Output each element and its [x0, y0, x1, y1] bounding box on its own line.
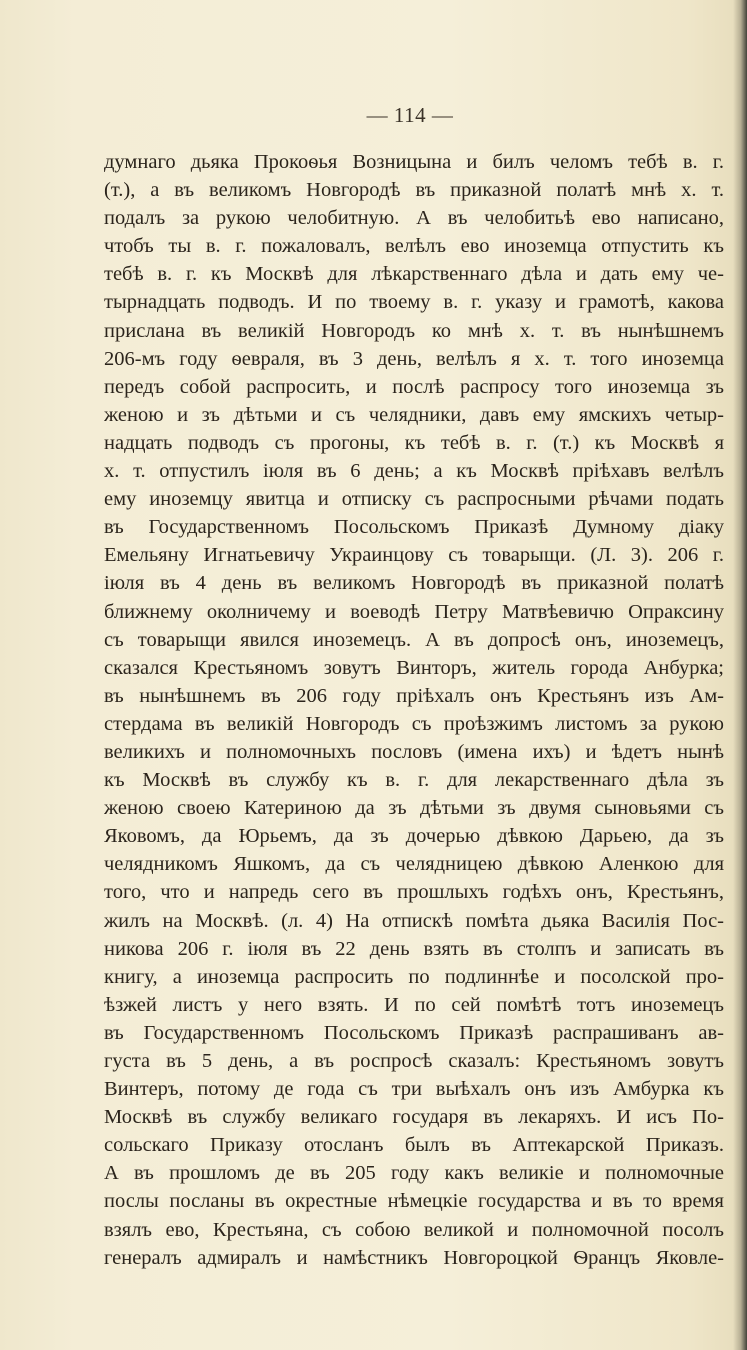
text-line: Яковомъ, да Юрьемъ, да зъ дочерью дѣвкою Дарьею, да зъ [104, 825, 724, 848]
text-line: прислана въ великiй Новгородъ ко мнѣ х. т. въ нынѣшнемъ [104, 319, 724, 342]
text-line: Емельяну Игнатьевичу Украинцову съ товарыщи. (Л. 3). 206 г. [104, 544, 724, 567]
text-line: ѣзжей листъ у него взять. И по сей помѣтѣ тотъ иноземецъ [104, 993, 724, 1016]
text-line: ему иноземцу явитца и отписку съ распросными рѣчами подать [104, 488, 724, 511]
text-line: женою и зъ дѣтьми и съ челядники, давъ ему ямскихъ четыр- [104, 403, 724, 426]
text-line: великихъ и полномочныхъ пословъ (имена ихъ) и ѣдетъ нынѣ [104, 740, 724, 763]
text-line: никова 206 г. іюля въ 22 день взять въ столпъ и записать въ [104, 937, 724, 960]
text-line: того, что и напредь сего въ прошлыхъ годѣхъ онъ, Крестьянъ, [104, 881, 724, 904]
text-line: тырнадцать подводъ. И по твоему в. г. указу и грамотѣ, какова [104, 291, 724, 314]
page-edge-shadow [733, 0, 747, 1350]
page-number: — 114 — [366, 103, 454, 127]
text-line: тебѣ в. г. къ Москвѣ для лѣкарственнаго дѣла и дать ему че- [104, 263, 724, 286]
text-line [104, 1272, 724, 1300]
text-line: генералъ адмиралъ и намѣстникъ Новгороцкой Ѳранцъ Яковле- [104, 1246, 724, 1269]
text-line: 206-мъ году ѳевраля, въ 3 день, велѣлъ я х. т. того иноземца [104, 347, 724, 370]
text-line: надцать подводъ съ прогоны, къ тебѣ в. г. (т.) къ Москвѣ я [104, 431, 724, 454]
text-line: густа въ 5 день, а въ роспросѣ сказалъ: Крестьяномъ зовутъ [104, 1050, 724, 1072]
text-line: подалъ за рукою челобитную. А въ челобитьѣ ево написано, [104, 207, 724, 230]
text-line: х. т. отпустилъ іюля въ 6 день; а къ Москвѣ прiѣхавъ велѣлъ [104, 460, 724, 483]
text-line: чтобъ ты в. г. пожаловалъ, велѣлъ ево иноземца отпустить къ [104, 235, 724, 258]
text-line: въ Государственномъ Посольскомъ Приказѣ Думному дiаку [104, 516, 724, 539]
text-line: къ Москвѣ въ службу къ в. г. для лекарственнаго дѣла зъ [104, 769, 724, 792]
text-line: въ Государственномъ Посольскомъ Приказѣ распрашиванъ ав- [104, 1021, 724, 1044]
text-line: А въ прошломъ де въ 205 году какъ великiе и полномочные [104, 1162, 724, 1185]
text-line: думнаго дьяка Прокоѳья Возницына и билъ челомъ тебѣ в. г. [104, 151, 724, 173]
text-line: Москвѣ въ службу великаго государя въ лекаряхъ. И исъ По- [104, 1106, 724, 1129]
text-line: Винтеръ, потому де года съ три выѣхалъ онъ изъ Амбурка къ [104, 1078, 724, 1101]
body-text [104, 148, 724, 1300]
text-line: книгу, а иноземца распросить по подлиннѣе и посолской про- [104, 965, 724, 988]
text-line: (т.), а въ великомъ Новгородѣ въ приказной полатѣ мнѣ х. т. [104, 179, 724, 202]
text-line: стердама въ великiй Новгородъ съ проѣзжимъ листомъ за рукою [104, 712, 724, 735]
text-line: іюля въ 4 день въ великомъ Новгородѣ въ приказной полатѣ [104, 572, 724, 595]
text-line: сказался Крестьяномъ зовутъ Винторъ, житель города Анбурка; [104, 656, 724, 679]
text-line: жилъ на Москвѣ. (л. 4) На отпискѣ помѣта дьяка Василія Пос- [104, 909, 724, 932]
text-line: взялъ ево, Крестьяна, съ собою великой и полномочной посолъ [104, 1218, 724, 1241]
text-line: передъ собой распросить, и послѣ распросу того иноземца зъ [104, 375, 724, 398]
text-line: ближнему околничему и воеводѣ Петру Матвѣевичю Опраксину [104, 600, 724, 623]
text-line: челядникомъ Яшкомъ, да съ челядницею дѣвкою Аленкою для [104, 853, 724, 876]
text-line: женою своею Катериною да зъ дѣтьми зъ двумя сыновьями съ [104, 797, 724, 820]
text-line: въ нынѣшнемъ въ 206 году прiѣхалъ онъ Крестьянъ изъ Ам- [104, 684, 724, 707]
text-line: послы посланы въ окрестные нѣмецкiе государства и въ то время [104, 1190, 724, 1213]
text-line: сольскаго Приказу отосланъ былъ въ Аптекарской Приказъ. [104, 1134, 724, 1157]
text-line: съ товарыщи явился иноземецъ. А въ допросѣ онъ, иноземецъ, [104, 628, 724, 651]
